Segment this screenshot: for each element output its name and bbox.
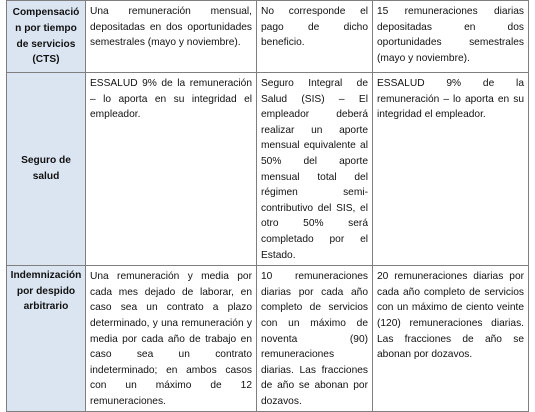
cell-cts-regime-2: No corresponde el pago de dicho beneficio. [257, 1, 373, 73]
cell-health-regime-1: ESSALUD 9% de la remuneración – lo aporta en su integridad el empleador. [86, 73, 257, 266]
cell-cts-regime-3: 15 remuneraciones diarias depositadas en dos oportunidades semestrales (mayo y noviembre). [373, 1, 529, 73]
cell-indemnity-regime-1: Una remuneración y media por cada mes dejado de laborar, en caso sea un contrato a plazo determinado, y una remuneración y media por cada año de trabajo en caso sea un contrato indeterminado; en ambos casos con un máximo de 12 remuneraciones. [86, 266, 257, 412]
labor-regime-comparison-table [6, 0, 529, 412]
table-row-dismissal-indemnity [7, 266, 529, 412]
table-row-health-insurance [7, 73, 529, 266]
cell-indemnity-regime-3: 20 remuneraciones diarias por cada año completo de servicios con un máximo de ciento veinte (120) remuneraciones diarias. Las fracciones de año se abonan por dozavos. [373, 266, 529, 412]
cell-cts-regime-1: Una remuneración mensual, depositadas en dos oportunidades semestrales (mayo y noviembre). [86, 1, 257, 73]
cell-indemnity-regime-2: 10 remuneraciones diarias por cada año completo de servicios con un máximo de noventa (90) remuneraciones diarias. Las fracciones de año se abonan por dozavos. [257, 266, 373, 412]
cell-health-regime-3: ESSALUD 9% de la remuneración – lo aporta en su integridad el empleador. [373, 73, 529, 266]
row-header-dismissal-indemnity: Indemnización por despido arbitrario [7, 266, 86, 412]
row-header-health-insurance: Seguro de salud [7, 73, 86, 266]
row-header-cts: Compensación por tiempo de servicios (CTS) [7, 1, 86, 73]
cell-health-regime-2: Seguro Integral de Salud (SIS) – El empleador deberá realizar un aporte mensual equivalente al 50% del aporte mensual total del régimen semi-contributivo del SIS, el otro 50% será completado por el Estado. [257, 73, 373, 266]
table-row-cts [7, 1, 529, 73]
